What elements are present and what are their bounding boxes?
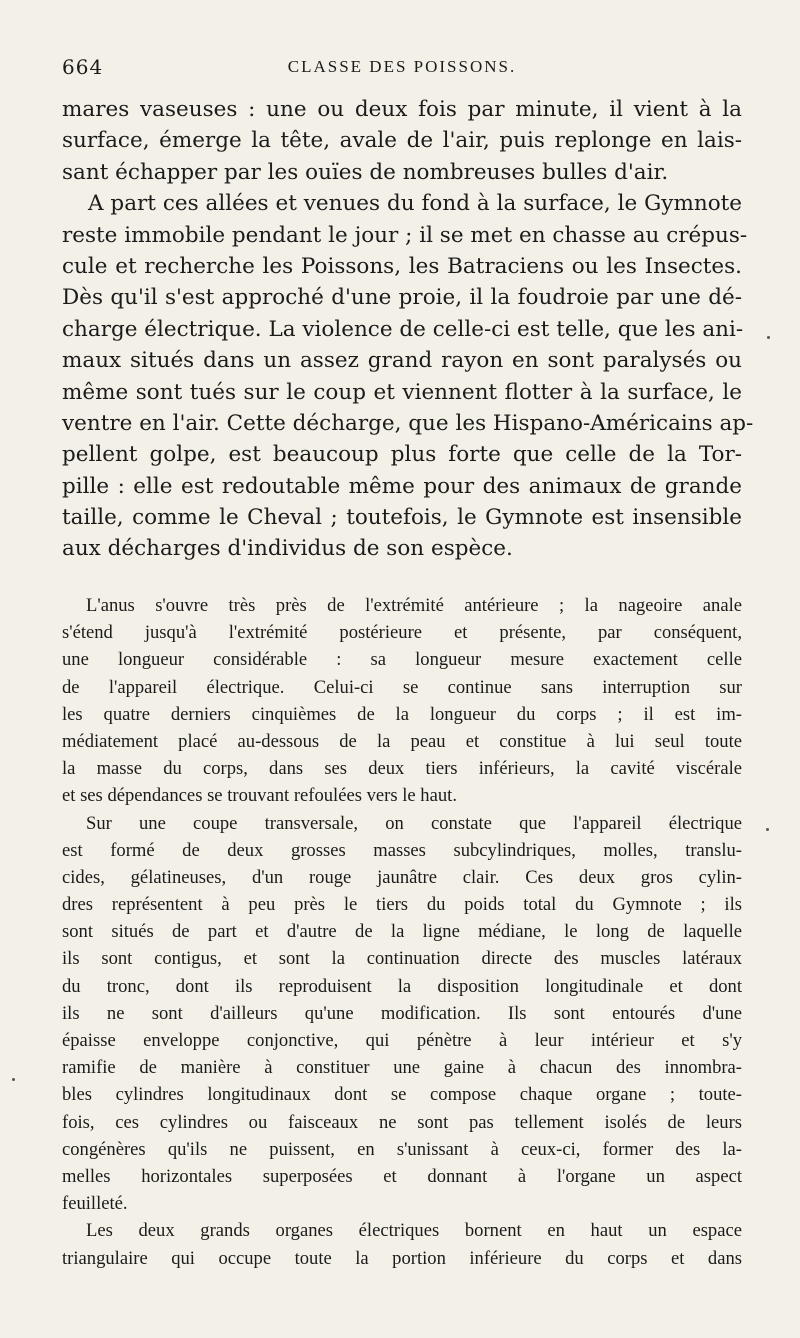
text-line: une longueur considérable : sa longueur mesure exactement celle [62,649,742,671]
text-line: ils sont contigus, et sont la continuation directe des muscles latéraux [62,948,742,970]
text-line: charge électrique. La violence de celle-ci est telle, que les ani- [62,316,744,342]
text-line: aux décharges d'individus de son espèce. [62,536,513,562]
text-line: est formé de deux grosses masses subcylindriques, molles, translu- [62,839,742,861]
text-line: même sont tués sur le coup et viennent flotter à la surface, le [62,379,742,405]
text-line: melles horizontales superposées et donnant à l'organe un aspect [62,1165,742,1187]
text-line: A part ces allées et venues du fond à la surface, le Gymnote [88,191,742,217]
text-line: pellent golpe, est beaucoup plus forte que celle de la Tor- [62,442,742,468]
text-line: s'étend jusqu'à l'extrémité postérieure et présente, par conséquent, [62,622,742,644]
text-line: médiatement placé au-dessous de la peau et constitue à lui seul toute [62,730,742,752]
text-line: la masse du corps, dans ses deux tiers inférieurs, la cavité viscérale [62,758,742,780]
page-number: 664 [62,55,104,79]
text-line: épaisse enveloppe conjonctive, qui pénètre à leur intérieur et s'y [62,1030,742,1051]
paper-speck [12,1078,15,1081]
paragraph-3 [62,592,742,810]
text-line: mares vaseuses : une ou deux fois par minute, il vient à la [62,97,742,122]
text-line: feuilleté. [62,1193,128,1215]
paper-speck [766,828,769,831]
running-title: CLASSE DES POISSONS. [287,57,517,76]
text-line: de l'appareil électrique. Celui-ci se continue sans interruption sur [62,676,742,698]
text-line: fois, ces cylindres ou faisceaux ne sont pas tellement isolés de leurs [62,1111,742,1133]
text-line: congénères qu'ils ne puissent, en s'unissant à ceux-ci, former des la- [62,1138,742,1160]
text-line: ramifie de manière à constituer une gaine à chacun des innombra- [62,1057,742,1079]
text-line: taille, comme le Cheval ; toutefois, le Gymnote est insensible [62,505,742,531]
text-line: cule et recherche les Poissons, les Batraciens ou les Insectes. [62,253,742,279]
text-line: triangulaire qui occupe toute la portion inférieure du corps et dans [62,1247,742,1269]
text-line: sont situés de part et d'autre de la ligne médiane, le long de laquelle [62,921,742,943]
text-line: Sur une coupe transversale, on constate que l'appareil électrique [86,812,742,834]
paragraph-4 [62,810,742,1218]
paragraph-2 [62,188,754,565]
text-line: reste immobile pendant le jour ; il se met en chasse au crépus- [62,222,748,248]
paragraph-5 [62,1217,742,1271]
small-text-block [62,592,742,1272]
paper-speck [767,336,770,339]
text-line: et ses dépendances se trouvant refoulées vers le haut. [62,785,457,807]
text-line: pille : elle est redoutable même pour des animaux de grande [62,473,742,499]
text-line: dres représentent à peu près le tiers du poids total du Gymnote ; ils [62,894,742,916]
text-line: Les deux grands organes électriques bornent en haut un espace [86,1220,742,1242]
text-line: cides, gélatineuses, d'un rouge jaunâtre clair. Ces deux gros cylin- [62,866,742,888]
text-line: ils ne sont d'ailleurs qu'une modification. Ils sont entourés d'une [62,1002,742,1024]
page-header [62,55,742,85]
text-line: ventre en l'air. Cette décharge, que les Hispano-Américains ap- [62,410,754,436]
text-line: Dès qu'il s'est approché d'une proie, il la foudroie par une dé- [62,285,742,311]
text-line: sant échapper par les ouïes de nombreuses bulles d'air. [62,159,669,185]
text-line: bles cylindres longitudinaux dont se compose chaque organe ; toute- [62,1084,742,1106]
text-line: surface, émerge la tête, avale de l'air, puis replonge en lais- [62,128,742,154]
text-line: du tronc, dont ils reproduisent la disposition longitudinale et dont [62,975,742,997]
text-line: les quatre derniers cinquièmes de la longueur du corps ; il est im- [62,703,742,725]
large-text-block [62,94,754,565]
text-line: L'anus s'ouvre très près de l'extrémité antérieure ; la nageoire anale [86,595,742,616]
text-line: maux situés dans un assez grand rayon en sont paralysés ou [62,348,742,374]
paragraph-1 [62,94,742,188]
